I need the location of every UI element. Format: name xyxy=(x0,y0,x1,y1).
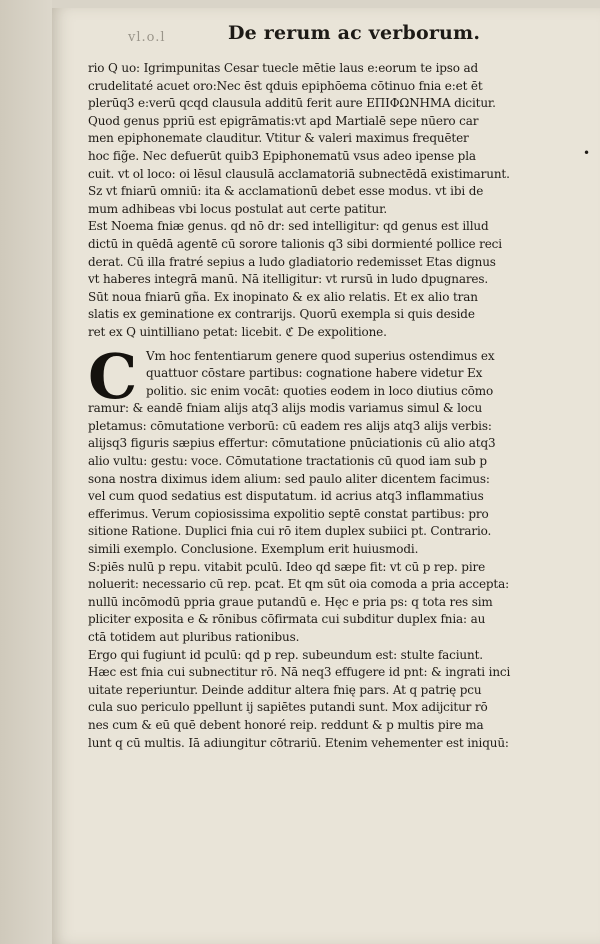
text-line: men epiphonemate clauditur. Vtitur & valeri maximus frequēter xyxy=(88,131,469,146)
text-line: Quod genus ppriū est epigrāmatis:vt apd Martialē sepe nūero car xyxy=(88,113,479,128)
text-line: efferimus. Verum copiosissima expolitio septē constat partibus: pro xyxy=(88,506,489,521)
text-line: pletamus: cōmutatione verborū: cū eadem res alijs atq3 alijs verbis: xyxy=(88,418,492,433)
text-line: crudelitaté acuet oro:Nec ēst qduis epiphōema cōtinuo fnia e:et ēt xyxy=(88,78,483,93)
text-line: cuit. vt ol loco: oi lēsul clausulā acclamatoriā subnectēdā existimarunt. xyxy=(88,166,510,181)
text-line: cula suo periculo ppellunt ij sapiētes putandi sunt. Mox adijcitur rō xyxy=(88,700,488,715)
paragraph-after xyxy=(88,400,574,752)
text-line: Vm hoc fententiarum genere quod superius ostendimus ex xyxy=(146,348,495,363)
text-line: noluerit: necessario cū rep. pcat. Et qm sūt oia comoda a pria accepta: xyxy=(88,577,509,592)
text-line: quattuor cōstare partibus: cognatione habere videtur Ex xyxy=(146,366,483,381)
dropcap-initial: C xyxy=(88,339,138,413)
text-line: mum adhibeas vbi locus postulat aut certe patitur. xyxy=(88,201,388,216)
text-line: plerūq3 e:verū qcqd clausula additū ferit aure ΕΠΙΦΩΝΗΜΑ dicitur. xyxy=(88,96,496,111)
text-line: alijsq3 figuris sæpius effertur: cōmutatione pnūciationis cū alio atq3 xyxy=(88,436,496,451)
text-block xyxy=(88,60,574,752)
text-line: nes cum & eū quē debent honoré reip. reddunt & p multis pire ma xyxy=(88,717,484,732)
text-line: Sūt noua fniarū gña. Ex inopinato & ex alio relatis. Et ex alio tran xyxy=(88,289,478,304)
text-line: politio. sic enim vocāt: quoties eodem in loco diutius cōmo xyxy=(146,383,494,398)
running-heading: De rerum ac verborum. xyxy=(228,22,481,44)
binding-edge xyxy=(0,0,52,944)
text-line: vel cum quod sedatius est disputatum. id acrius atq3 inflammatius xyxy=(88,489,484,504)
text-line: derat. Cū illa fratré sepius a ludo gladiatorio redemisset Etas dignus xyxy=(88,254,496,269)
paragraph-before xyxy=(88,60,574,342)
text-line: nullū incōmodū ppria graue putandū e. Hęc e pria ps: q tota res sim xyxy=(88,594,493,609)
text-line: vt haberes integrā manū. Nā itelligitur: vt rursū in ludo dpugnares. xyxy=(88,272,489,287)
text-line: ret ex Q uintilliano petat: licebit. ℭ De expolitione. xyxy=(88,324,387,339)
margin-mark: • xyxy=(583,146,591,160)
text-line: S:piēs nulū p repu. vitabit pculū. Ideo qd sæpe fit: vt cū p rep. pire xyxy=(88,559,486,574)
text-line: hoc fig̃e. Nec defuerūt quib3 Epiphonematū vsus adeo ipense pla xyxy=(88,148,476,163)
text-line: alio vultu: gestu: voce. Cōmutatione tractationis cū quod iam sub p xyxy=(88,454,487,469)
text-line: Hæc est fnia cui subnectitur rō. Nā neq3 effugere id pnt: & ingrati inci xyxy=(88,665,511,680)
folio-number: vl.o.l xyxy=(128,30,166,45)
text-line: dictū in quēdā agentē cū sorore talionis q3 sibi dormienté pollice reci xyxy=(88,236,502,251)
dropcap-lines xyxy=(88,348,574,401)
text-line: Ergo qui fugiunt id pculū: qd p rep. subeundum est: stulte faciunt. xyxy=(88,647,483,662)
text-line: sona nostra diximus idem alium: sed paulo aliter dicentem facimus: xyxy=(88,471,490,486)
text-line: sitione Ratione. Duplici fnia cui rō item duplex subiici pt. Contrario. xyxy=(88,524,492,539)
text-line: lunt q cū multis. Iā adiungitur cōtrariū. Etenim vehementer est iniquū: xyxy=(88,735,509,750)
text-line: slatis ex geminatione ex contrarijs. Quorū exempla si quis deside xyxy=(88,307,475,322)
text-line: ramur: & eandē fniam alijs atq3 alijs modis variamus simul & locu xyxy=(88,401,483,416)
text-line: uitate reperiuntur. Deinde additur altera fnię pars. At q patrię pcu xyxy=(88,682,482,697)
text-line: rio Q uo: Igrimpunitas Cesar tuecle mētie laus e:eorum te ipso ad xyxy=(88,61,479,75)
text-line: Est Noema fniæ genus. qd nō dr: sed intelligitur: qd genus est illud xyxy=(88,219,489,234)
text-line: Sz vt fniarū omniū: ita & acclamationū debet esse modus. vt ibi de xyxy=(88,184,484,199)
text-line: simili exemplo. Conclusione. Exemplum erit huiusmodi. xyxy=(88,542,419,557)
text-line: ctā totidem aut pluribus rationibus. xyxy=(88,630,300,644)
text-line: pliciter exposita e & rōnibus cōfirmata cui subditur duplex fnia: au xyxy=(88,612,486,627)
